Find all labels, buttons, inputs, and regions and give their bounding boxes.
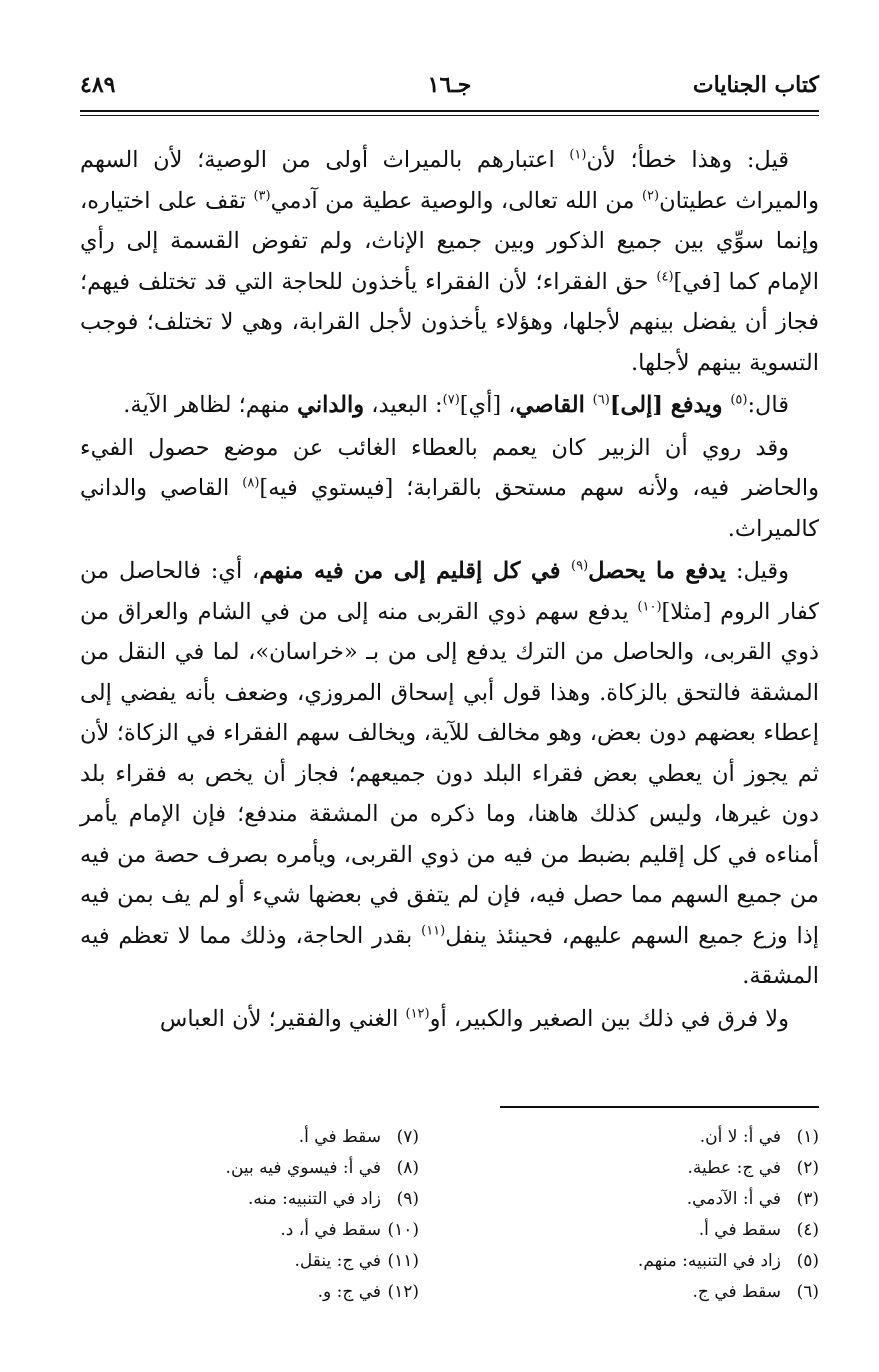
footnote [459, 1246, 819, 1277]
text-run: ، [أي] [459, 392, 516, 418]
footnote [89, 1277, 419, 1308]
footnote-ref: (١١) [421, 923, 446, 938]
text-run: ، أي: فالحاصل من كفار الروم [مثلا] [80, 558, 820, 625]
footnote-text: سقط في أ. [698, 1220, 781, 1240]
footnote-number: (٨) [396, 1158, 419, 1178]
footnote [89, 1215, 419, 1246]
footnote-number: (٣) [796, 1189, 819, 1209]
text-run: ولا فرق في ذلك بين الصغير والكبير، أو [429, 1005, 789, 1032]
footnote [459, 1153, 819, 1184]
footnote-text: زاد في التنبيه: منهم. [637, 1251, 781, 1271]
text-run: قيل: وهذا خطأ؛ لأن [586, 147, 790, 173]
footnote-ref: (٦) [592, 392, 610, 408]
footnote [459, 1122, 819, 1153]
matn-text: يدفع ما يحصل [588, 558, 727, 584]
matn-text: ويدفع [إلى] [609, 392, 731, 418]
footnote-ref: (٣) [253, 188, 271, 203]
footnote [89, 1153, 419, 1184]
footnote-text: في أ: الآدمي. [686, 1189, 781, 1209]
footnote-number: (٤) [796, 1220, 819, 1240]
footnote-text: في ج: ينقل. [294, 1251, 381, 1271]
footnote-ref: (٧) [442, 392, 460, 408]
book-title: كتاب الجنايات [692, 72, 819, 98]
footnote-ref: (٢) [641, 188, 660, 203]
footnote-text: سقط في أ، د. [280, 1220, 381, 1240]
footnote-number: (١١) [387, 1251, 419, 1271]
footnote-ref: (١٠) [637, 599, 662, 614]
main-text [80, 140, 819, 1039]
footnote-text: سقط في أ. [298, 1127, 381, 1147]
text-run: قال: [747, 392, 789, 418]
footnote-text: في أ: لا أن. [699, 1127, 781, 1147]
footnote-number: (١) [796, 1127, 819, 1147]
paragraph-2 [80, 385, 819, 426]
footnote-number: (٥) [796, 1251, 819, 1271]
text-run: منهم؛ لظاهر الآية. [123, 392, 298, 418]
footnote-ref: (١) [569, 147, 587, 163]
footnote-number: (١٠) [387, 1220, 419, 1240]
footnote-number: (٢) [796, 1158, 819, 1178]
header-rule-thick [80, 110, 819, 112]
volume-number: جـ١٦ [427, 72, 472, 98]
text-run: يدفع سهم ذوي القربى منه إلى من في الشام والعراق من ذوي القربى، والحاصل من الترك يدفع إلى من بـ «خراسان»، لما في النقل من المشقة فالتحق بالزكاة. وهذا قول أبي إسحاق المروزي، وضعف بأنه يفضي إلى إعطاء بعضهم دون بعض، وهو مخالف للآية، ويخالف سهم الفقراء في الزكاة؛ لأن ثم يجوز أن يعطي بعض فقراء البلد دون جميعهم؛ فجاز أن يخص به فقراء بلد دون غيرها، وليس كذلك هاهنا، وما ذكره من المشقة مندفع؛ فإن الإمام يأمر أمناءه في كل إقليم بضبط من فيه من ذوي القربى، ويأمره بصرف حصة من فيه من جميع السهم مما حصل فيه، فإن لم يتفق في بعضها شيء أو لم يف بمن فيه إذا وزع جميع السهم عليهم، فحينئذ ينفل [80, 598, 819, 949]
footnote [89, 1122, 419, 1153]
footnote-text: زاد في التنبيه: منه. [247, 1189, 381, 1209]
text-run: حق الفقراء؛ لأن الفقراء يأخذون للحاجة التي قد تختلف فيهم؛ فجاز أن يفضل بينهم لأجلها، وهؤلاء يأخذون لأجل القرابة، وهي لا تختلف؛ فوجب التسوية بينهم لأجلها. [80, 268, 819, 376]
footnote-ref: (٩) [571, 558, 589, 574]
paragraph-3 [80, 428, 819, 550]
page-number: ٤٨٩ [80, 72, 116, 98]
footnote [89, 1184, 419, 1215]
footnote-column-right [459, 1122, 819, 1308]
paragraph-1 [80, 140, 819, 383]
footnote-number: (٩) [396, 1189, 419, 1209]
text-run: القاصي والداني كالميراث. [80, 475, 819, 542]
footnote-separator [500, 1106, 819, 1108]
header-rule-thin [80, 115, 819, 116]
footnote-ref: (٨) [242, 475, 260, 491]
footnote-ref: (٤) [656, 269, 674, 284]
text-run: اعتبارهم بالميراث أولى من الوصية؛ لأن السهم والميراث عطيتان [80, 147, 819, 214]
text-run: من الله تعالى، والوصية عطية من آدمي [270, 187, 642, 214]
footnote [89, 1246, 419, 1277]
text-run: الغني والفقير؛ لأن العباس [159, 1005, 406, 1032]
footnote [459, 1277, 819, 1308]
text-run: : البعيد، [364, 392, 443, 418]
matn-text: في كل إقليم إلى من فيه منهم [259, 558, 571, 584]
footnote-column-left [89, 1122, 419, 1308]
footnote-ref: (١٢) [405, 1006, 430, 1021]
footnote [459, 1184, 819, 1215]
matn-text: القاصي [515, 392, 593, 418]
text-run: وقد روي أن الزبير كان يعمم بالعطاء الغائب عن موضع حصول الفيء والحاضر فيه، ولأنه سهم مستحق بالقرابة؛ [فيستوي فيه] [80, 434, 819, 501]
paragraph-5 [80, 999, 819, 1040]
footnote-text: في ج: عطية. [687, 1158, 781, 1178]
footnote-number: (٧) [396, 1127, 419, 1147]
footnote [459, 1215, 819, 1246]
footnote-text: في أ: فيسوي فيه بين. [225, 1158, 381, 1178]
text-run: وقيل: [726, 558, 789, 584]
footnote-ref: (٥) [730, 392, 748, 408]
footnote-text: في ج: و. [317, 1282, 381, 1302]
text-run: تقف على اختياره، وإنما سوِّي بين جميع الذكور وبين جميع الإناث، ولم تفوض القسمة إلى رأي الإمام كما [في] [80, 187, 819, 295]
footnote-number: (٦) [796, 1282, 819, 1302]
footnote-text: سقط في ج. [692, 1282, 781, 1302]
paragraph-4 [80, 551, 819, 997]
page-header [80, 72, 819, 102]
footnote-number: (١٢) [387, 1282, 419, 1302]
matn-text: والداني [297, 392, 365, 418]
text-run: بقدر الحاجة، وذلك مما لا تعظم فيه المشقة. [80, 922, 819, 989]
